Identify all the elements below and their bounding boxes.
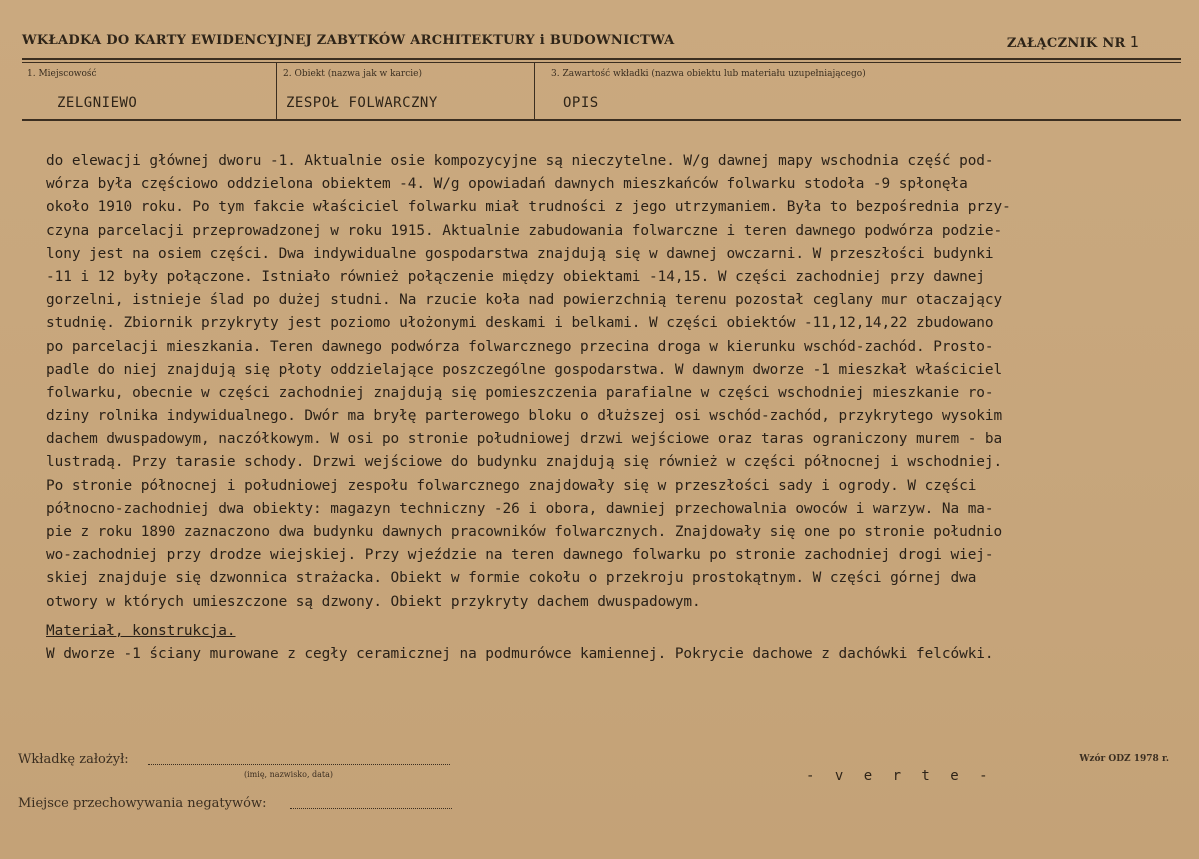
annex-label-text: ZAŁĄCZNIK NR: [1006, 36, 1126, 51]
founder-label: Wkładkę założył:: [18, 752, 129, 767]
field-value-miejscowosc: ZELGNIEWO: [57, 95, 138, 111]
field-divider-2: [534, 63, 535, 119]
field-value-obiekt: ZESPOŁ FOLWARCZNY: [286, 95, 438, 111]
negatives-line: [290, 808, 452, 809]
field-divider-1: [276, 63, 277, 119]
text-line: otwory w których umieszczone są dzwony. Obiekt przykryty dachem dwuspadowym.: [46, 593, 701, 610]
text-line: wórza była częściowo oddzielona obiektem -4. W/g opowiadań dawnych mieszkańców folwarku stodoła -9 spłonęła: [46, 176, 968, 193]
text-line: około 1910 roku. Po tym fakcie właściciel folwarku miał trudności z jego utrzymaniem. Była to bezpośrednia przy-: [46, 199, 1011, 216]
text-line: skiej znajduje się dzwonnica strażacka. Obiekt w formie cokołu o przekroju prostokątnym. W części górnej dwa: [46, 570, 977, 587]
header-rule: [22, 58, 1181, 60]
annex-label: [1007, 33, 1139, 51]
text-line: padle do niej znajdują się płoty oddzielające poszczególne gospodarstwa. W dawnym dworze -1 mieszkał właściciel: [46, 361, 1003, 378]
text-line: po parcelacji mieszkania. Teren dawnego podwórza folwarcznego przecina droga w kierunku wschód-zachód. Prosto-: [46, 338, 994, 355]
field-label-obiekt: 2. Obiekt (nazwa jak w karcie): [283, 69, 422, 79]
description-text: [46, 150, 1196, 666]
text-line: -11 i 12 były połączone. Istniało również połączenie między obiektami -14,15. W części zachodniej przy dawnej: [46, 268, 985, 285]
text-line: gorzelni, istnieje ślad po dużej studni. Na rzucie koła nad powierzchnią terenu pozostał ceglany mur otaczający: [46, 292, 1003, 309]
text-line: lustradą. Przy tarasie schody. Drzwi wejściowe do budynku znajdują się również w części północnej i wschodniej.: [46, 454, 1003, 471]
text-line: studnię. Zbiornik przykryty jest poziomo ułożonymi deskami i belkami. W części obiektów -11,12,14,22 zbudowano: [46, 315, 994, 332]
text-line: folwarku, obecnie w części zachodniej znajdują się pomieszczenia parafialne w części wschodniej mieszkanie ro-: [46, 384, 994, 401]
field-label-zawartosc: 3. Zawartość wkładki (nazwa obiektu lub materiału uzupełniającego): [551, 69, 866, 79]
template-code: Wzór ODZ 1978 r.: [1079, 754, 1169, 764]
negatives-label: Miejsce przechowywania negatywów:: [18, 796, 267, 811]
field-value-zawartosc: OPIS: [563, 95, 599, 111]
text-line: dziny rolnika indywidualnego. Dwór ma bryłę parterowego bloku o dłuższej osi wschód-zachód, przykrytego wysokim: [46, 408, 1003, 425]
text-line: do elewacji głównej dworu -1. Aktualnie osie kompozycyjne są nieczytelne. W/g dawnej mapy wschodnia część pod-: [46, 153, 994, 169]
fields-bottom-rule: [22, 119, 1181, 121]
form-title: WKŁADKA DO KARTY EWIDENCYJNEJ ZABYTKÓW ARCHITEKTURY i BUDOWNICTWA: [22, 33, 675, 48]
founder-hint: (imię, nazwisko, data): [244, 770, 334, 779]
header-rule-thin: [22, 62, 1181, 63]
text-line: Po stronie północnej i południowej zespołu folwarcznego znajdowały się w przeszłości sady i ogrody. W części: [46, 477, 977, 494]
text-line: dachem dwuspadowym, naczółkowym. W osi po stronie południowej drzwi wejściowe oraz taras ograniczony murem - ba: [46, 431, 1003, 448]
founder-line: [148, 764, 450, 765]
text-line: wo-zachodniej przy drodze wiejskiej. Przy wjeździe na teren dawnego folwarku po stronie zachodniej drogi wiej-: [46, 547, 994, 564]
annex-number: 1: [1129, 33, 1139, 51]
text-line: pie z roku 1890 zaznaczono dwa budynku dawnych pracowników folwarcznych. Znajdowały się one po stronie południo: [46, 524, 1003, 540]
section-heading: Materiał, konstrukcja.: [46, 622, 236, 639]
text-line: W dworze -1 ściany murowane z cegły ceramicznej na podmurówce kamiennej. Pokrycie dachowe z dachówki felcówki.: [46, 645, 994, 662]
verte-mark: - v e r t e -: [806, 768, 994, 784]
text-line: czyna parcelacji przeprowadzonej w roku 1915. Aktualnie zabudowania folwarczne i teren dawnego podwórza podzie-: [46, 222, 1003, 239]
text-line: północno-zachodniej dwa obiekty: magazyn techniczny -26 i obora, dawniej przechowalnia owoców i warzyw. Na ma-: [46, 500, 994, 517]
field-label-miejscowosc: 1. Miejscowość: [27, 69, 97, 79]
text-line: lony jest na osiem części. Dwa indywidualne gospodarstwa znajdują się w dawnej owczarni. W przeszłości budynki: [46, 245, 994, 262]
